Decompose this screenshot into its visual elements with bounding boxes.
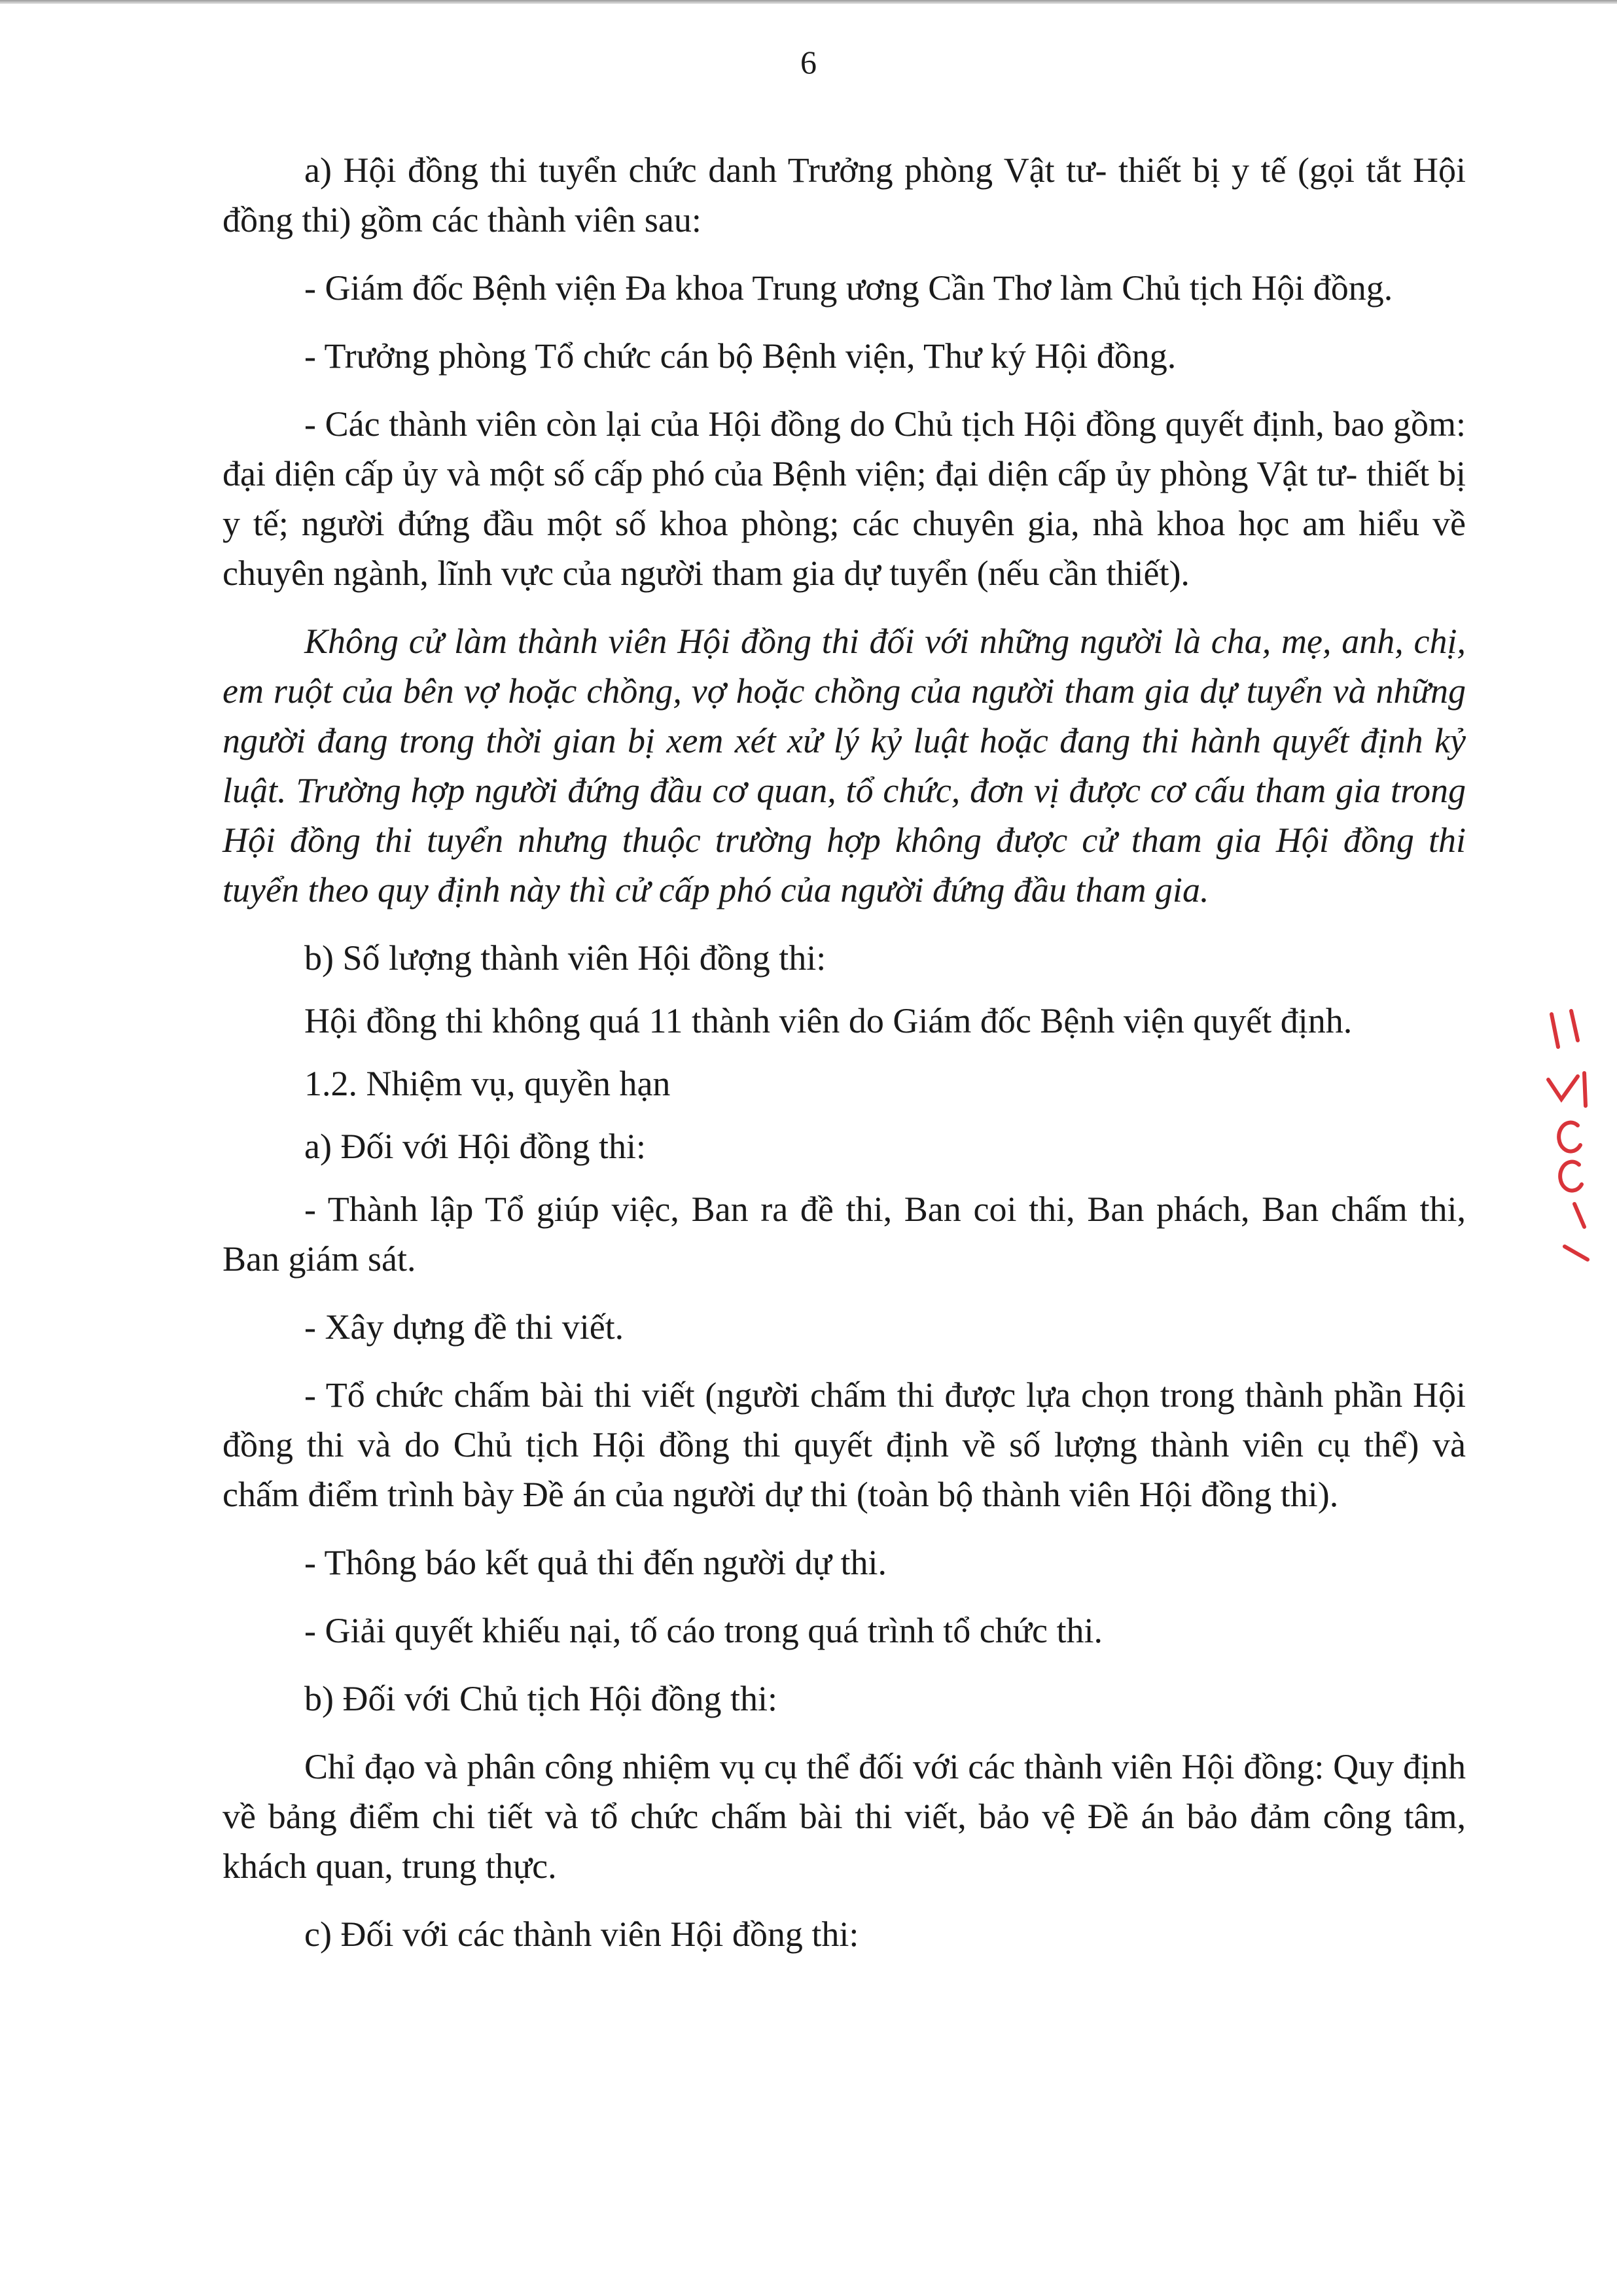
paragraph-grading: - Tổ chức chấm bài thi viết (người chấm thi được lựa chọn trong thành phần Hội đồng thi và do Chủ tịch Hội đồng thi quyết định về số lượng thành viên cụ thể) và chấm điểm trình bày Đề án của người dự thi (toàn bộ thành viên Hội đồng thi). xyxy=(222,1375,1466,1514)
page-number: 6 xyxy=(800,44,817,80)
document-body xyxy=(222,145,1466,1977)
paragraph-members-duties-heading: c) Đối với các thành viên Hội đồng thi: xyxy=(304,1915,859,1954)
paragraph-chairman-duties: Chỉ đạo và phân công nhiệm vụ cụ thể đối với các thành viên Hội đồng: Quy định về bảng điểm chi tiết và tổ chức chấm bài thi viết, bảo vệ Đề án bảo đảm công tâm, khách quan, trung thực. xyxy=(222,1747,1466,1886)
paragraph-complaints: - Giải quyết khiếu nại, tố cáo trong quá trình tổ chức thi. xyxy=(304,1611,1103,1650)
paragraph-build-exam: - Xây dựng đề thi viết. xyxy=(304,1307,624,1347)
paragraph-other-members: - Các thành viên còn lại của Hội đồng do Chủ tịch Hội đồng quyết định, bao gồm: đại diện cấp ủy và một số cấp phó của Bệnh viện; đại diện cấp ủy phòng Vật tư- thiết bị y tế; người đứng đầu một số khoa phòng; các chuyên gia, nhà khoa học am hiểu về chuyên ngành, lĩnh vực của người tham gia dự tuyển (nếu cần thiết). xyxy=(222,404,1466,593)
paragraph-chairman-duties-heading: b) Đối với Chủ tịch Hội đồng thi: xyxy=(304,1679,778,1718)
paragraph-secretary: - Trưởng phòng Tổ chức cán bộ Bệnh viện, Thư ký Hội đồng. xyxy=(304,336,1177,376)
paragraph-announce-results: - Thông báo kết quả thi đến người dự thi. xyxy=(304,1543,887,1582)
scan-top-edge xyxy=(0,0,1617,4)
paragraph-duties-heading: 1.2. Nhiệm vụ, quyền hạn xyxy=(304,1064,671,1103)
paragraph-council-composition: a) Hội đồng thi tuyển chức danh Trưởng phòng Vật tư- thiết bị y tế (gọi tắt Hội đồng thi) gồm các thành viên sau: xyxy=(222,150,1466,239)
paragraph-member-count: Hội đồng thi không quá 11 thành viên do Giám đốc Bệnh viện quyết định. xyxy=(304,1001,1353,1040)
paragraph-exclusion-rule: Không cử làm thành viên Hội đồng thi đối với những người là cha, mẹ, anh, chị, em ruột của bên vợ hoặc chồng, vợ hoặc chồng của người tham gia dự tuyển và những người đang trong thời gian bị xem xét xử lý kỷ luật hoặc đang thi hành quyết định kỷ luật. Trường hợp người đứng đầu cơ quan, tổ chức, đơn vị được cơ cấu tham gia trong Hội đồng thi tuyển nhưng thuộc trường hợp không được cử tham gia Hội đồng thi tuyển theo quy định này thì cử cấp phó của người đứng đầu tham gia. xyxy=(222,622,1466,910)
paragraph-member-count-heading: b) Số lượng thành viên Hội đồng thi: xyxy=(304,938,826,978)
paragraph-council-duties-heading: a) Đối với Hội đồng thi: xyxy=(304,1127,647,1166)
paragraph-chairman: - Giám đốc Bệnh viện Đa khoa Trung ương Cần Thơ làm Chủ tịch Hội đồng. xyxy=(304,268,1393,308)
paragraph-establish-boards: - Thành lập Tổ giúp việc, Ban ra đề thi, Ban coi thi, Ban phách, Ban chấm thi, Ban giám sát. xyxy=(222,1190,1466,1279)
red-stamp-fragment xyxy=(1538,1001,1597,1263)
